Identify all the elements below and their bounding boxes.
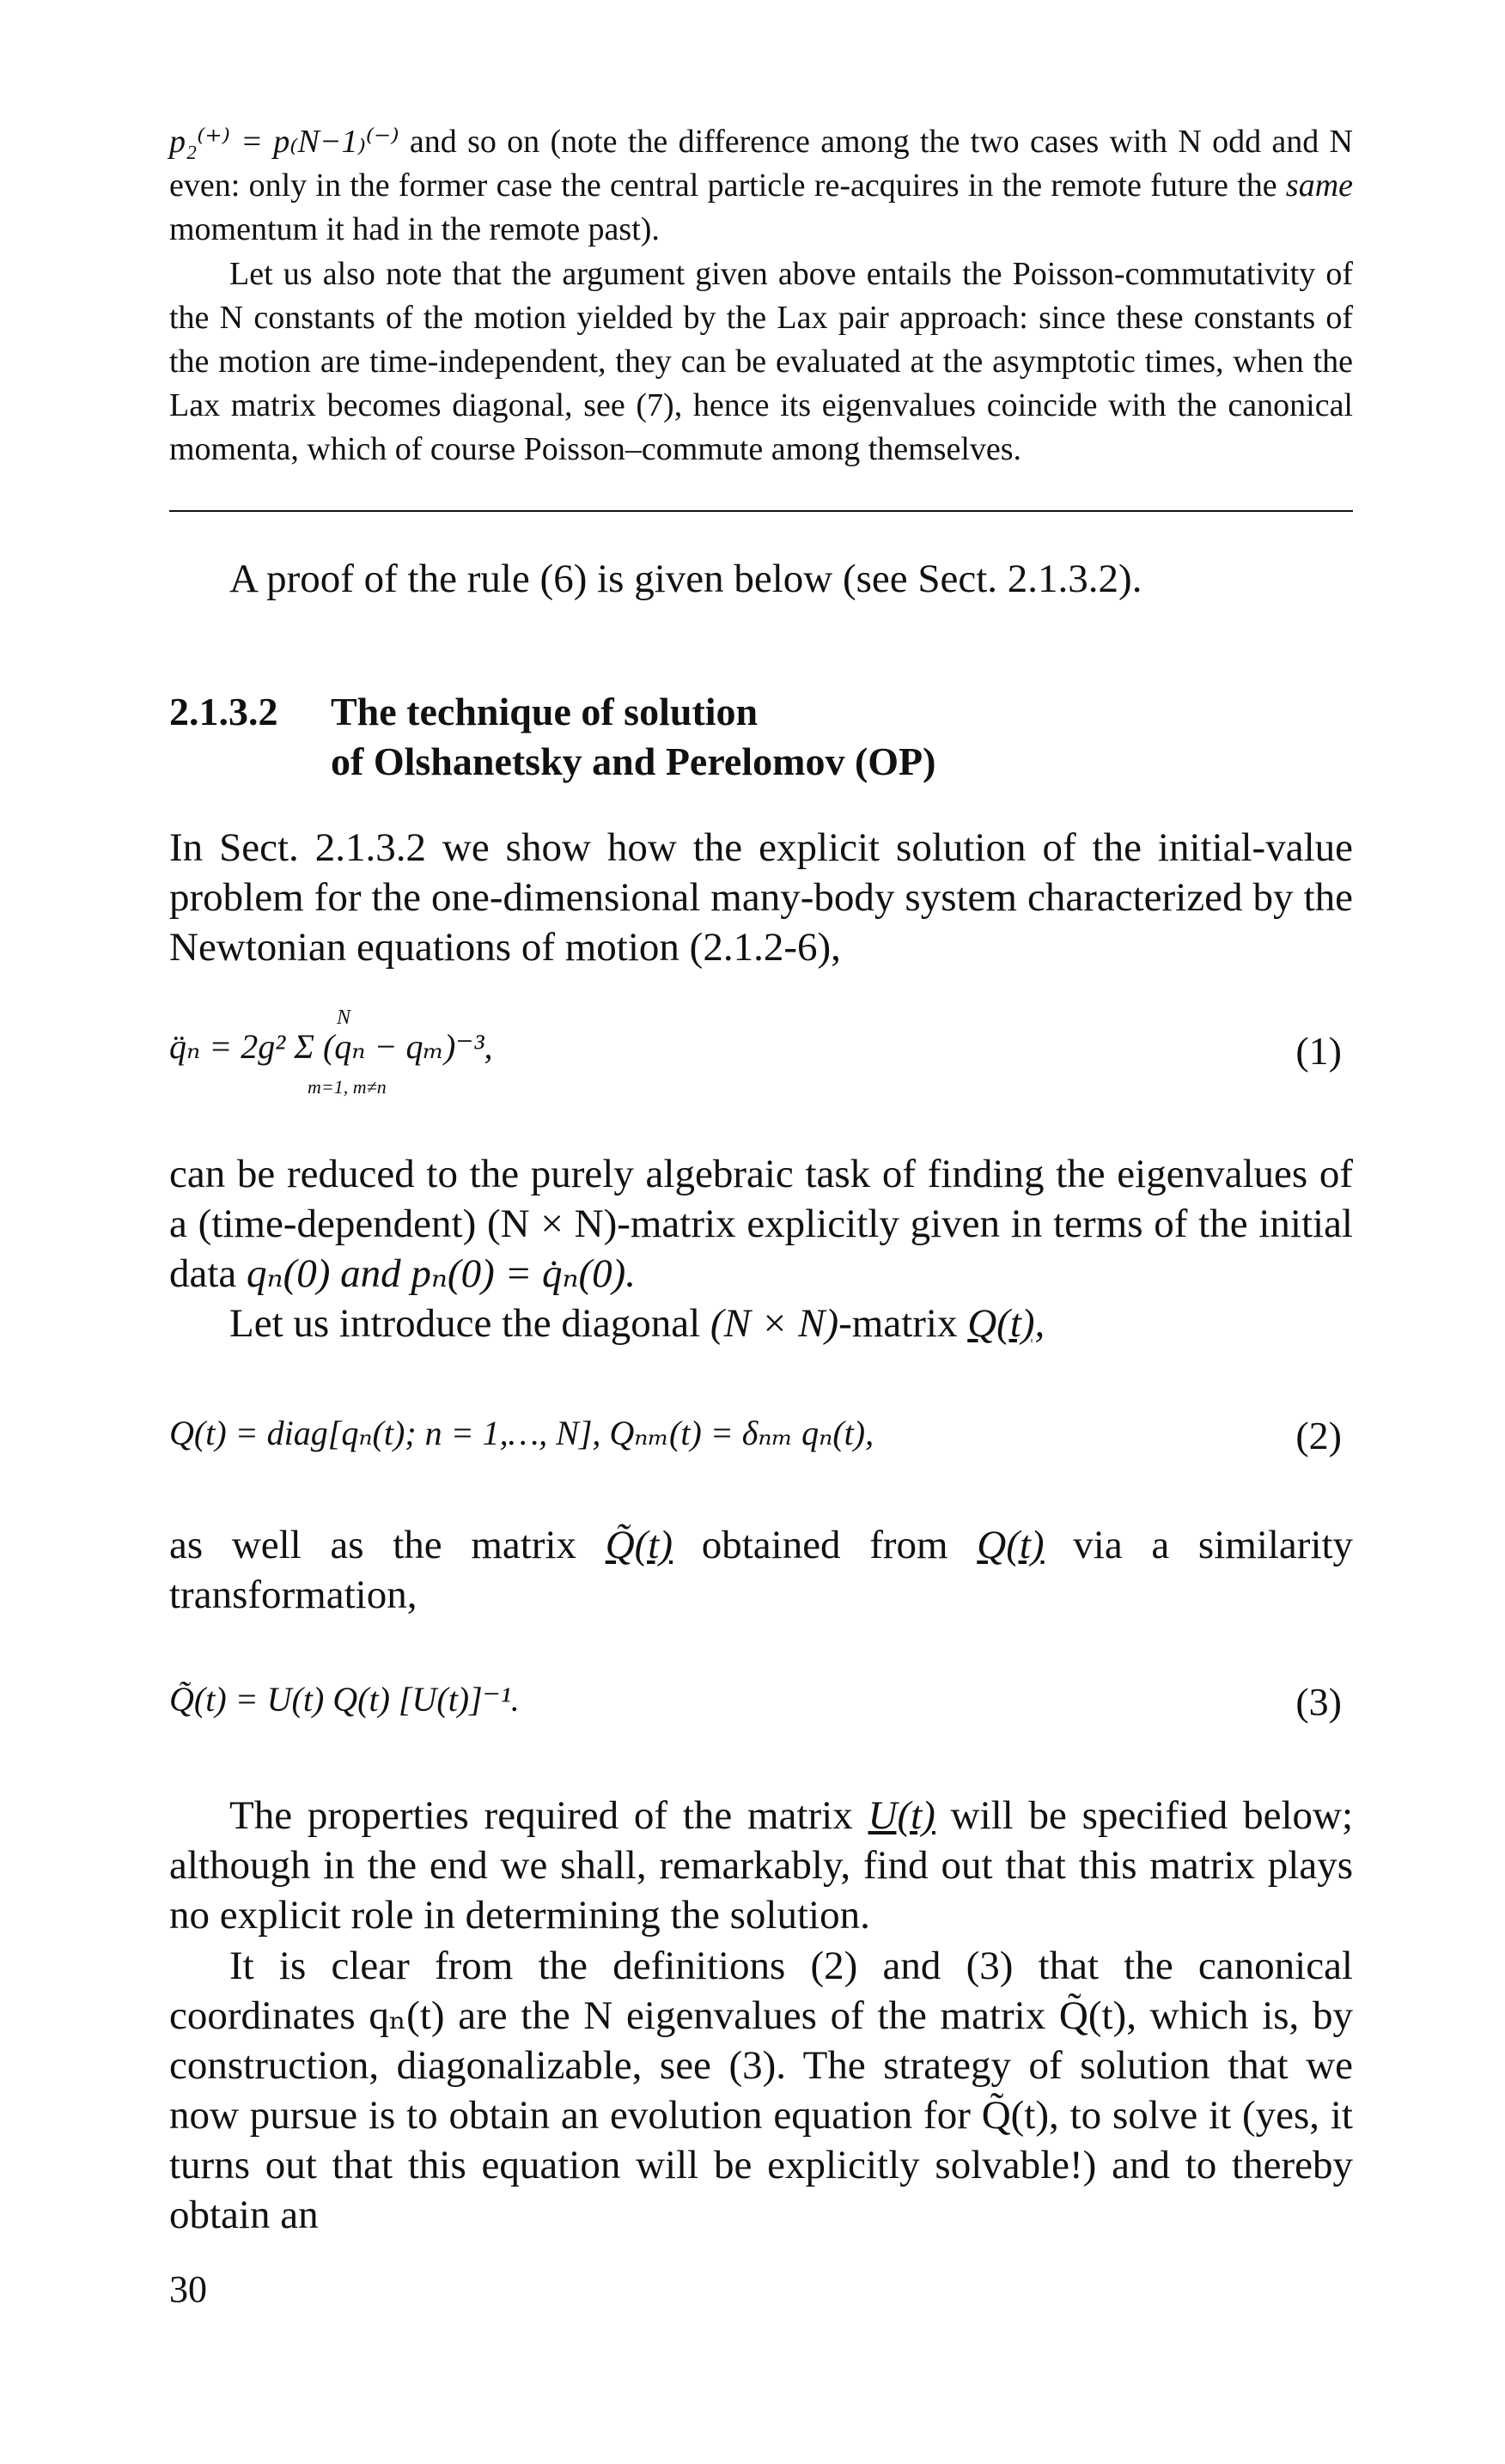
equation-1-sum-bottom: m=1, m≠n xyxy=(308,1076,387,1098)
diagonal-intro xyxy=(169,1299,1353,1348)
proof-line xyxy=(229,554,1346,604)
first-line-text: and so on (note the difference among the two cases with N odd and N even: only in the former case the central particle re-acquires in the remote future the xyxy=(169,124,1353,204)
equation-1 xyxy=(169,1026,492,1067)
strategy-paragraph: It is clear from the definitions (2) and (3) that the canonical coordinates qₙ(t) are the N eigenvalues of the matrix Q̃(t), which is, by construction, diagonalizable, see (3). The strategy of solution that we now pursue is to obtain an evolution equation for Q̃(t), to solve it (yes, it turns out that this equation will be explicitly solvable!) and to thereby obtain an xyxy=(169,1944,1353,2237)
initial-data-math: qₙ(0) and pₙ(0) = q̇ₙ(0). xyxy=(247,1251,637,1296)
similarity-paragraph xyxy=(169,1520,1353,1620)
diagonal-intro-q: Q(t), xyxy=(967,1301,1045,1346)
equation-1-sum-top: N xyxy=(337,1007,351,1029)
intro-paragraph: In Sect. 2.1.3.2 we show how the explicit solution of the initial-value problem for the one-dimensional many-body system characterized by the Newtonian equations of motion (2.1.2-6), xyxy=(169,825,1353,970)
section-title-line1: The technique of solution xyxy=(331,690,759,733)
equation-2-number: (2) xyxy=(1295,1414,1342,1457)
equation-1-text: q̈ₙ = 2g² Σ (qₙ − qₘ)⁻³, xyxy=(169,1027,493,1066)
section-heading xyxy=(169,687,935,787)
continuation-paragraph xyxy=(169,120,1353,252)
section-title-line2: of Olshanetsky and Perelomov (OP) xyxy=(331,739,936,783)
equation-1-number: (1) xyxy=(1295,1029,1342,1073)
properties-paragraph xyxy=(169,1791,1353,1940)
page-number: 30 xyxy=(169,2268,207,2310)
diagonal-intro-text: Let us introduce the diagonal xyxy=(229,1301,701,1346)
section-number: 2.1.3.2 xyxy=(169,690,278,733)
similarity-text-a: as well as the matrix xyxy=(169,1523,577,1567)
poisson-paragraph: Let us also note that the argument given above entails the Poisson-commutativity of the N constants of the motion yielded by the Lax pair approach: since these constants of the motion are time-independent, they can be evaluated at the asymptotic times, when the Lax matrix becomes diagonal, see (7), hence its eigenvalues coincide with the canonical momenta, which of course Poisson–commute among themselves. xyxy=(169,256,1353,467)
similarity-qtilde: Q̃(t) xyxy=(605,1523,673,1567)
properties-u: U(t) xyxy=(868,1793,935,1838)
equation-3-number: (3) xyxy=(1295,1680,1342,1724)
emphasis-same: same xyxy=(1285,167,1354,204)
similarity-text-b: obtained from xyxy=(701,1523,948,1567)
first-line-math: p₂⁽⁺⁾ = p₍N−1₎⁽⁻⁾ xyxy=(169,124,399,160)
similarity-q: Q(t) xyxy=(977,1523,1045,1567)
reduction-text: can be reduced to the purely algebraic task of finding the eigenvalues of a (time-dependent) (N × N)-matrix explicitly given in terms of the initial data xyxy=(169,1152,1353,1296)
proof-line-text: A proof of the rule (6) is given below (see Sect. 2.1.3.2). xyxy=(229,557,1142,601)
properties-text-b: will be specified below; although in the end we shall, remarkably, find out that this matrix plays no explicit role in determining the solution. xyxy=(169,1793,1354,1938)
separator-rule xyxy=(169,510,1353,512)
similarity-text-c: via a similarity transformation, xyxy=(169,1523,1354,1617)
reduction-paragraph xyxy=(169,1149,1353,1299)
diagonal-intro-text2: -matrix xyxy=(838,1301,958,1346)
properties-text-a: The properties required of the matrix xyxy=(229,1793,853,1838)
first-line-end: momentum it had in the remote past). xyxy=(169,211,660,247)
equation-2: Q(t) = diag[qₙ(t); n = 1,…, N], Qₙₘ(t) = δₙₘ qₙ(t), xyxy=(169,1414,874,1452)
equation-3: Q̃(t) = U(t) Q(t) [U(t)]⁻¹. xyxy=(169,1680,520,1719)
diagonal-intro-math: (N × N) xyxy=(710,1301,839,1346)
